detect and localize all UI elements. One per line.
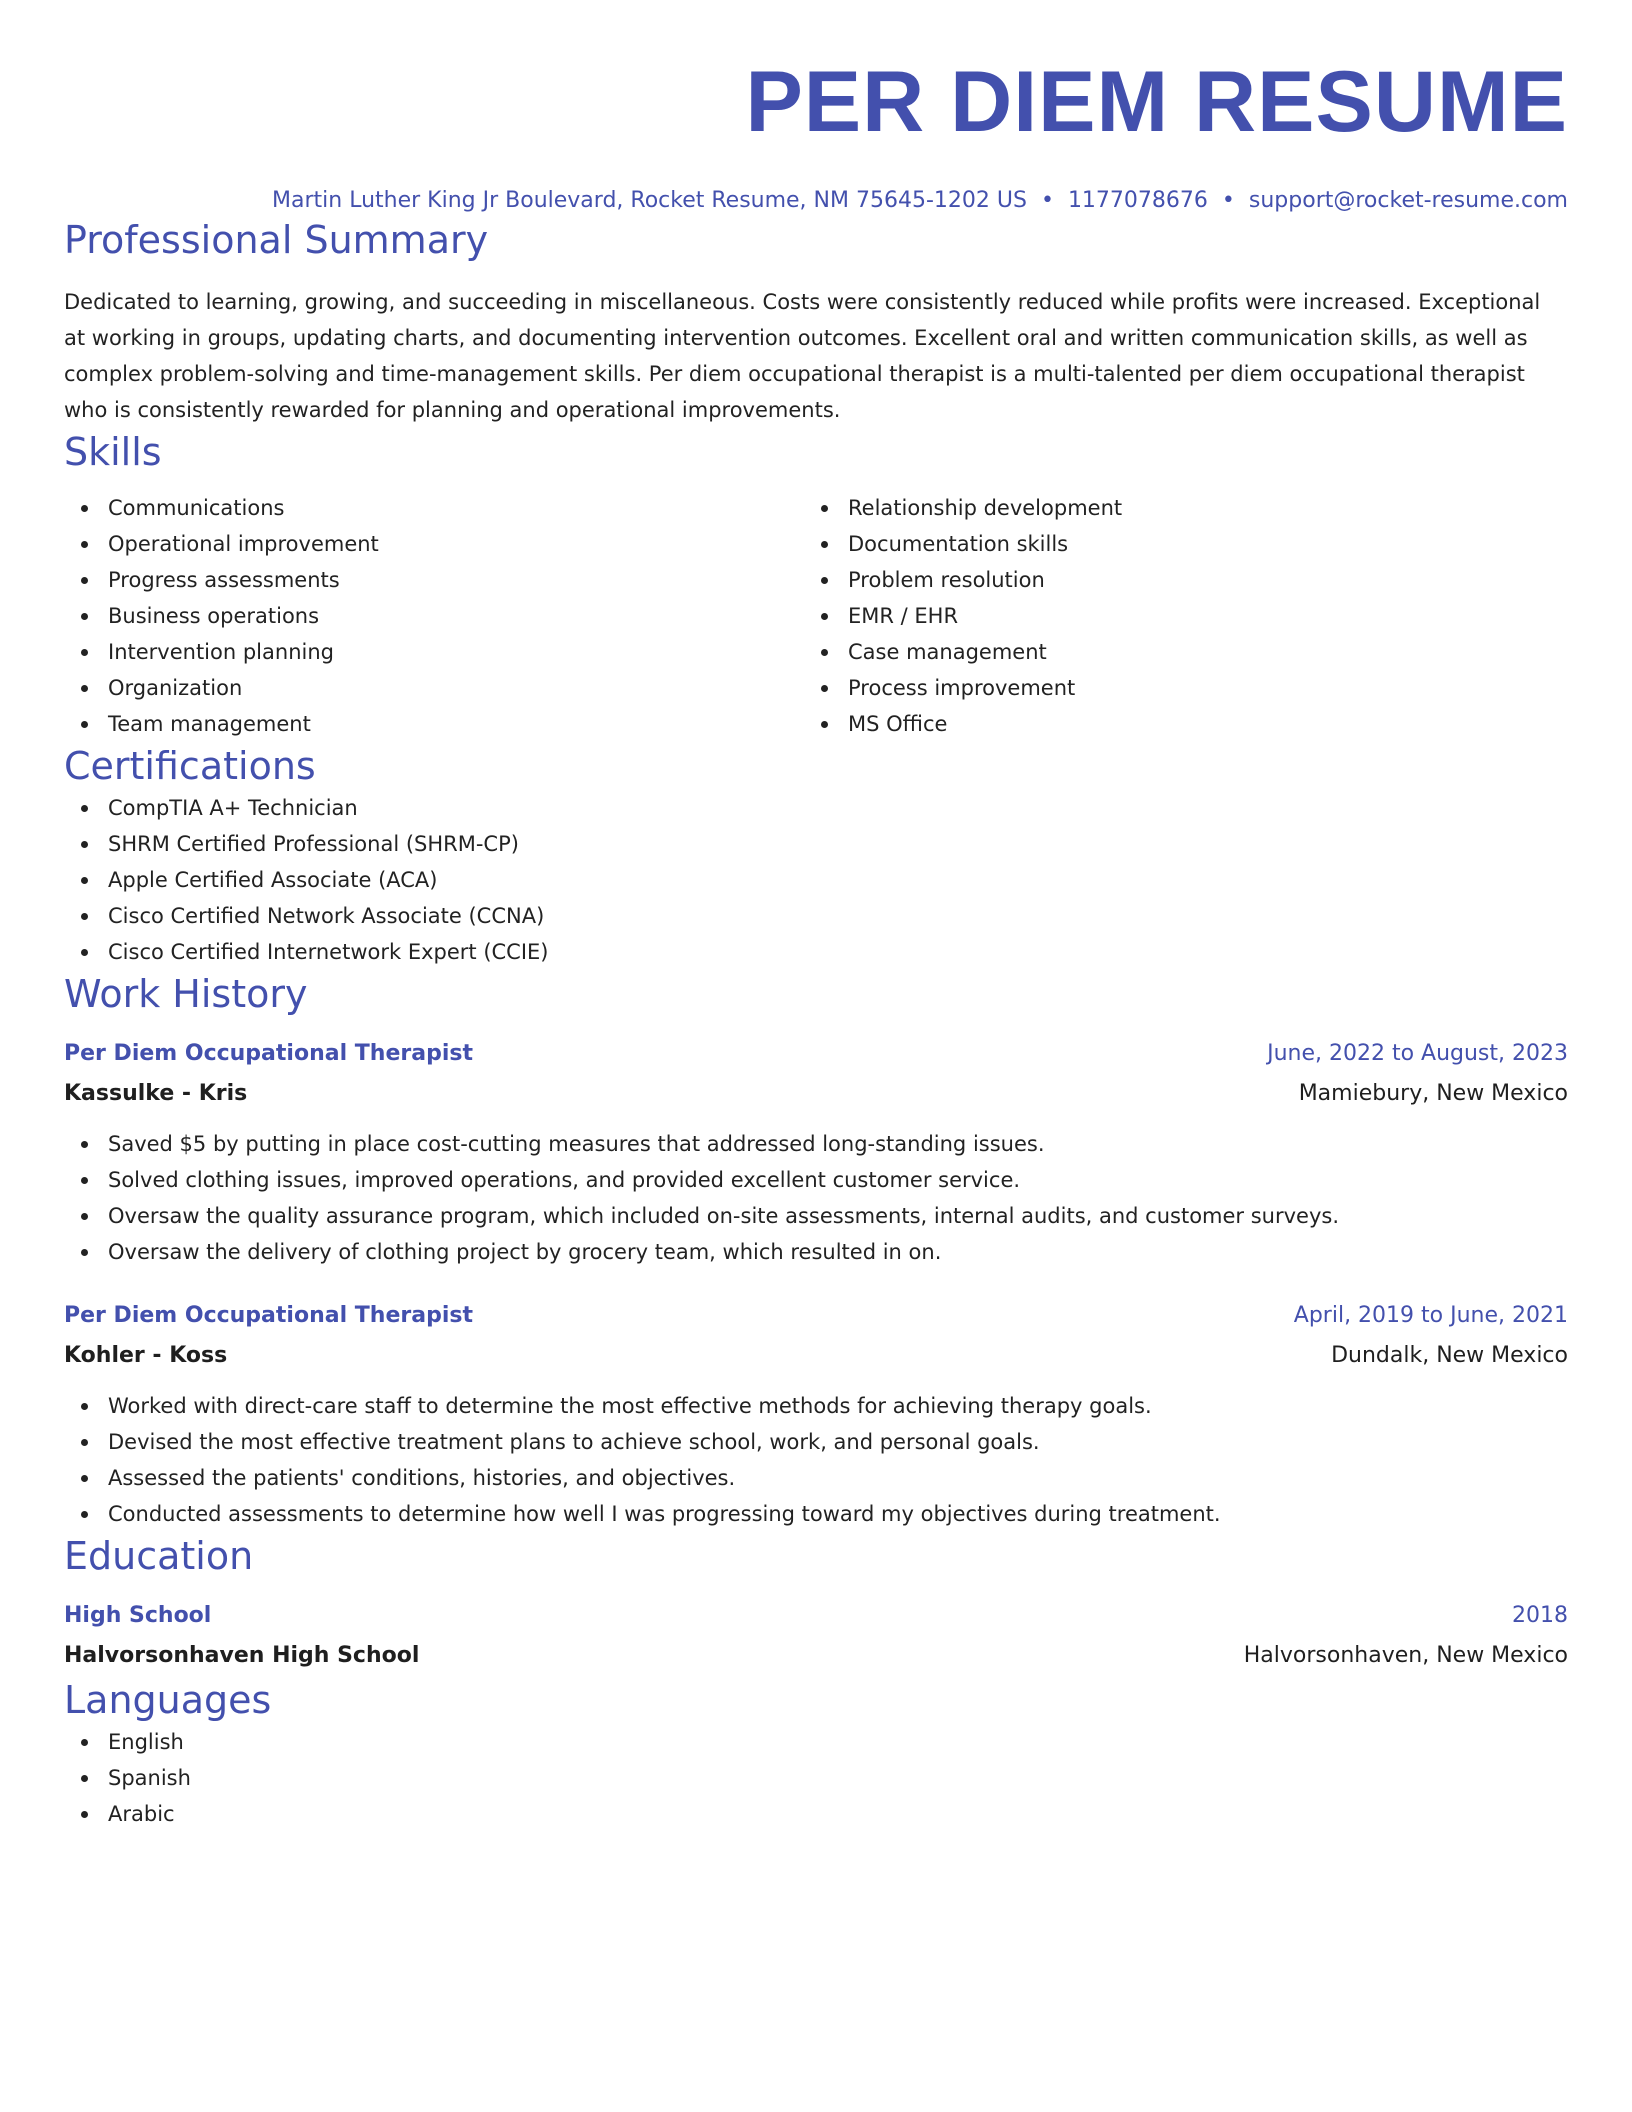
education-heading: Education [64, 1534, 254, 1578]
education-degree: High School [64, 1603, 212, 1628]
certification-item: Cisco Certified Internetwork Expert (CCIE) [64, 934, 1568, 970]
certification-item: Cisco Certified Network Associate (CCNA) [64, 898, 1568, 934]
job-bullet: Solved clothing issues, improved operations, and provided excellent customer service. [64, 1162, 1568, 1198]
skills-columns [64, 490, 1568, 742]
skill-item: Process improvement [804, 670, 1544, 706]
job-bullet: Oversaw the quality assurance program, which included on-site assessments, internal audits, and customer surveys. [64, 1198, 1568, 1234]
resume-header [64, 0, 1568, 216]
job-entry [64, 1296, 1568, 1532]
skill-item: Documentation skills [804, 526, 1544, 562]
certification-item: Apple Certified Associate (ACA) [64, 862, 1568, 898]
job-dates: June, 2022 to August, 2023 [1267, 1041, 1568, 1066]
skill-item: Business operations [64, 598, 804, 634]
skill-item: Communications [64, 490, 804, 526]
certification-item: SHRM Certified Professional (SHRM-CP) [64, 826, 1568, 862]
job-role: Per Diem Occupational Therapist [64, 1041, 473, 1066]
languages-section [64, 1676, 1568, 1832]
job-bullet: Devised the most effective treatment plans to achieve school, work, and personal goals. [64, 1424, 1568, 1460]
summary-section [64, 216, 1568, 428]
contact-phone: 1177078676 [1067, 188, 1208, 213]
job-bullet: Oversaw the delivery of clothing project by grocery team, which resulted in on. [64, 1234, 1568, 1270]
skill-item: MS Office [804, 706, 1544, 742]
languages-list [64, 1724, 1568, 1832]
certifications-section [64, 742, 1568, 970]
skill-item: Organization [64, 670, 804, 706]
skills-heading: Skills [64, 430, 162, 474]
job-bullets [64, 1126, 1568, 1270]
certification-item: CompTIA A+ Technician [64, 790, 1568, 826]
education-year: 2018 [1512, 1603, 1568, 1628]
job-role: Per Diem Occupational Therapist [64, 1303, 473, 1328]
education-school: Halvorsonhaven High School [64, 1643, 420, 1668]
education-entry [64, 1596, 1568, 1676]
contact-line [64, 186, 1568, 216]
education-section [64, 1532, 1568, 1676]
education-school-row [64, 1636, 1568, 1676]
job-bullet: Conducted assessments to determine how well I was progressing toward my objectives during treatment. [64, 1496, 1568, 1532]
skill-item: EMR / EHR [804, 598, 1544, 634]
work-history-heading: Work History [64, 972, 308, 1016]
education-location: Halvorsonhaven, New Mexico [1243, 1643, 1568, 1668]
job-title-row [64, 1034, 1568, 1074]
skills-list-left [64, 490, 804, 742]
job-bullet: Saved $5 by putting in place cost-cutting measures that addressed long-standing issues. [64, 1126, 1568, 1162]
languages-heading: Languages [64, 1678, 272, 1722]
skill-item: Case management [804, 634, 1544, 670]
language-item: Arabic [64, 1796, 1568, 1832]
contact-email: support@rocket-resume.com [1248, 188, 1568, 213]
job-company: Kassulke - Kris [64, 1081, 248, 1106]
language-item: English [64, 1724, 1568, 1760]
skill-item: Intervention planning [64, 634, 804, 670]
skills-column-left [64, 490, 804, 742]
certifications-list [64, 790, 1568, 970]
resume-name: PER DIEM RESUME [745, 54, 1568, 150]
certifications-heading: Certifications [64, 744, 316, 788]
language-item: Spanish [64, 1760, 1568, 1796]
work-history-section [64, 970, 1568, 1532]
job-bullet: Worked with direct-care staff to determine the most effective methods for achieving therapy goals. [64, 1388, 1568, 1424]
skill-item: Team management [64, 706, 804, 742]
job-company-row [64, 1336, 1568, 1376]
job-location: Dundalk, New Mexico [1331, 1343, 1568, 1368]
skills-list-right [804, 490, 1544, 742]
job-title-row [64, 1296, 1568, 1336]
skills-section [64, 428, 1568, 742]
skill-item: Relationship development [804, 490, 1544, 526]
contact-separator: • [1040, 188, 1054, 213]
skill-item: Operational improvement [64, 526, 804, 562]
education-degree-row [64, 1596, 1568, 1636]
job-bullets [64, 1388, 1568, 1532]
job-dates: April, 2019 to June, 2021 [1293, 1303, 1568, 1328]
skill-item: Progress assessments [64, 562, 804, 598]
job-bullet: Assessed the patients' conditions, histories, and objectives. [64, 1460, 1568, 1496]
contact-address: Martin Luther King Jr Boulevard, Rocket Resume, NM 75645-1202 US [272, 188, 1027, 213]
contact-separator: • [1221, 188, 1235, 213]
job-company-row [64, 1074, 1568, 1114]
job-location: Mamiebury, New Mexico [1298, 1081, 1568, 1106]
skills-column-right [804, 490, 1544, 742]
summary-text: Dedicated to learning, growing, and succeeding in miscellaneous. Costs were consistently reduced while profits were increased. Exceptional at working in groups, updating charts, and documenting intervention outcomes. Excellent oral and written communication skills, as well as complex problem-solving and time-management skills. Per diem occupational therapist is a multi-talented per diem occupational therapist who is consistently rewarded for planning and operational improvements. [64, 290, 1541, 422]
job-company: Kohler - Koss [64, 1343, 228, 1368]
summary-heading: Professional Summary [64, 218, 489, 262]
job-entry [64, 1034, 1568, 1270]
skill-item: Problem resolution [804, 562, 1544, 598]
